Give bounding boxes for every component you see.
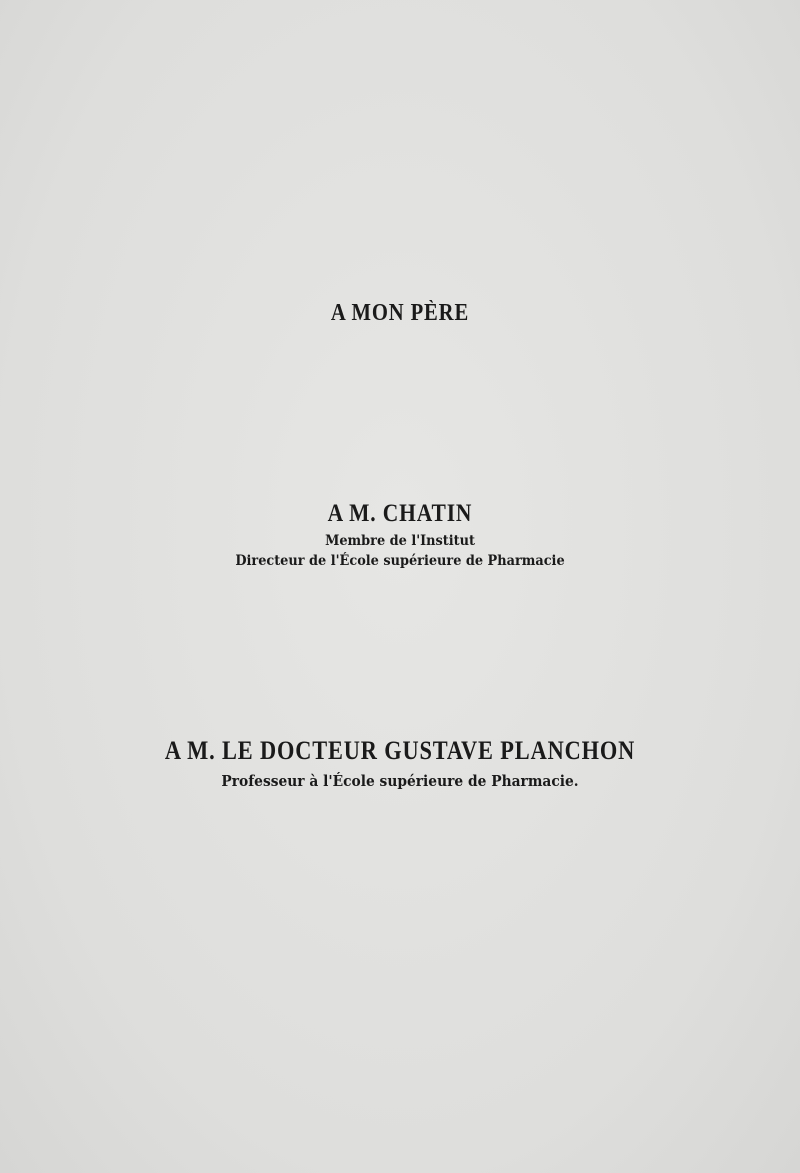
- dedication-title-line: Membre de l'Institut: [325, 533, 475, 549]
- show-through-shadow: [0, 262, 800, 292]
- dedication-heading: A MON PÈRE: [330, 300, 470, 326]
- dedication-title-line: Directeur de l'École supérieure de Pharmacie: [235, 553, 565, 569]
- dedication-heading: A M. LE DOCTEUR GUSTAVE PLANCHON: [164, 736, 636, 765]
- dedication-title-line: Professeur à l'École supérieure de Pharmacie.: [221, 772, 579, 790]
- dedication-heading: A M. CHATIN: [327, 500, 473, 527]
